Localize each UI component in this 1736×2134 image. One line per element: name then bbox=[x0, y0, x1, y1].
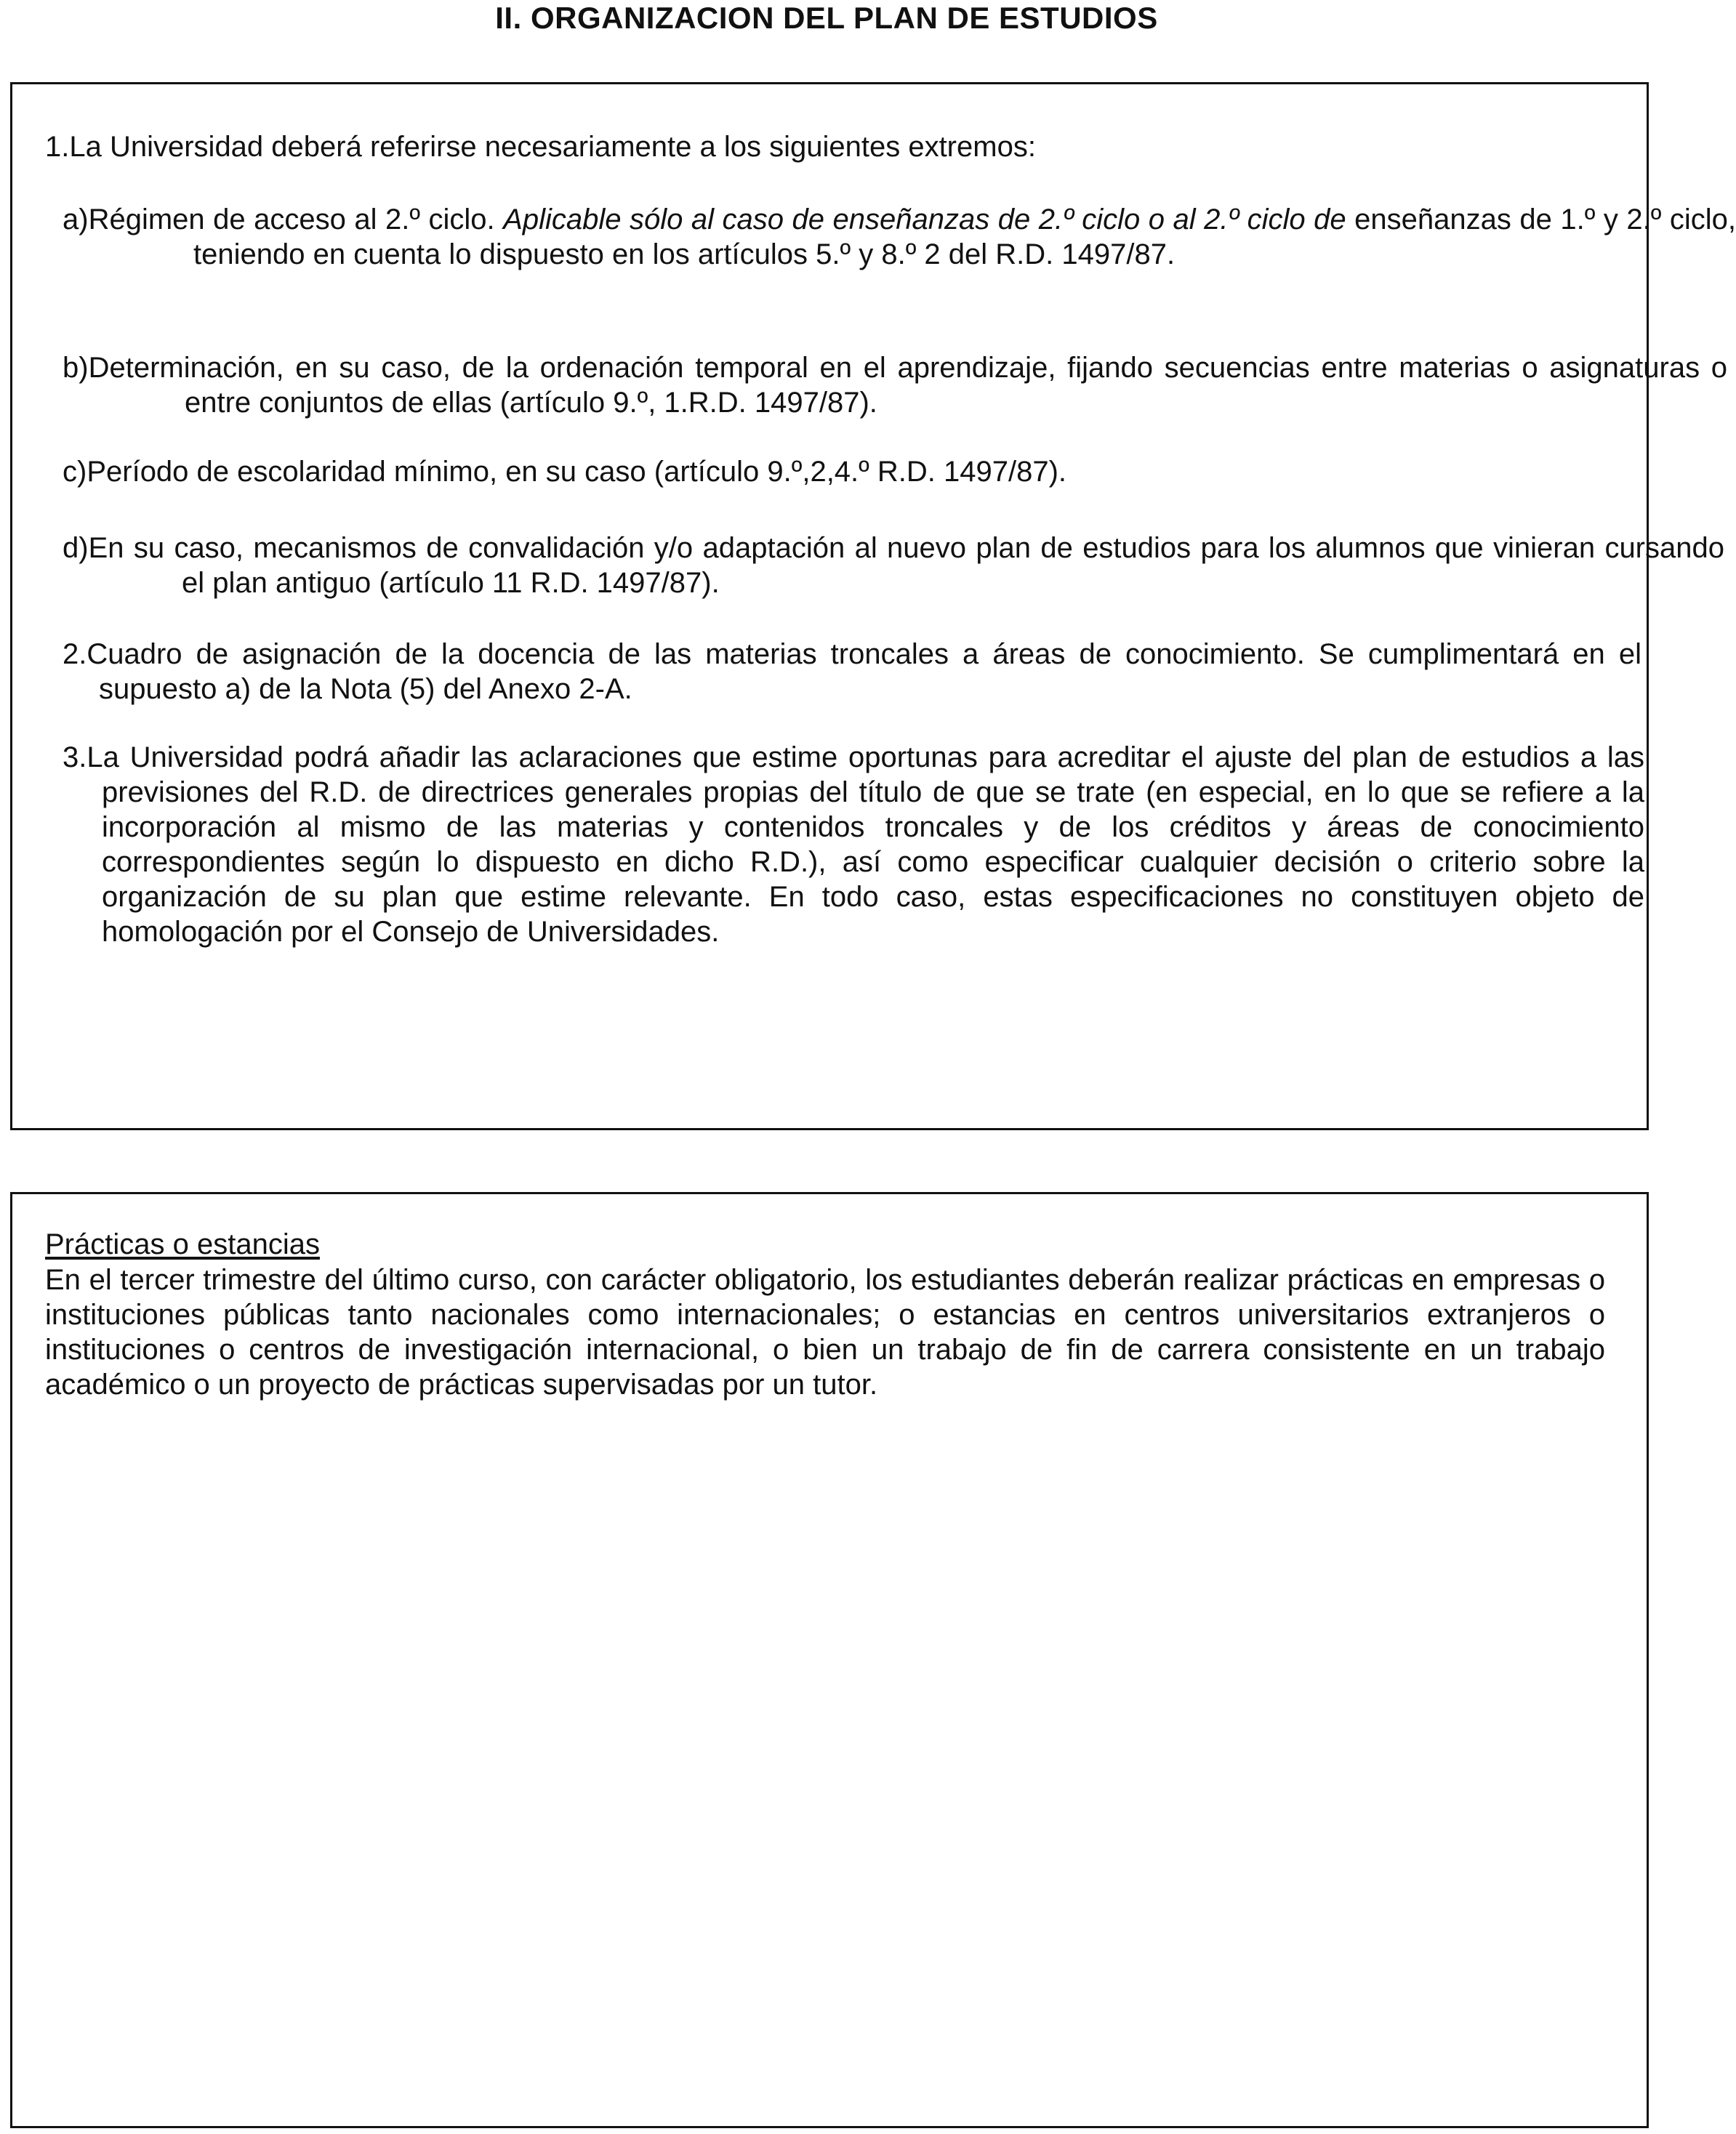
item-c bbox=[63, 454, 1605, 489]
intro-paragraph: 1.La Universidad deberá referirse necesariamente a los siguientes extremos: bbox=[45, 131, 1036, 163]
item-d bbox=[63, 531, 1724, 600]
item-a-rest-text: enseñanzas de 1.º y 2.º ciclo, teniendo en cuenta lo dispuesto en los artículos 5.º y 8.º 2 del R.D. 1497/87. bbox=[193, 204, 1736, 270]
practicas-heading: Prácticas o estancias bbox=[45, 1228, 320, 1260]
item-b bbox=[63, 350, 1727, 420]
point-2-paragraph: 2.Cuadro de asignación de la docencia de las materias troncales a áreas de conocimiento. Se cumplimentará en el supuesto a) de la Nota (5) del Anexo 2-A. bbox=[63, 638, 1641, 705]
item-c-text: Período de escolaridad mínimo, en su caso (artículo 9.º,2,4.º R.D. 1497/87). bbox=[87, 456, 1067, 488]
item-c-label: c) bbox=[63, 456, 87, 488]
item-b-label: b) bbox=[63, 352, 89, 384]
practicas-body: En el tercer trimestre del último curso, con carácter obligatorio, los estudiantes deberán realizar prácticas en empresas o instituciones públicas tanto nacionales como internacionales; o estancias en centros universitarios extranjeros o instituciones o centros de investigación internacional, o bien un trabajo de fin de carrera consistente en un trabajo académico o un proyecto de prácticas supervisadas por un tutor. bbox=[45, 1264, 1605, 1401]
page-title: II. ORGANIZACION DEL PLAN DE ESTUDIOS bbox=[495, 1, 1158, 35]
item-a-label: a) bbox=[63, 204, 89, 235]
item-a bbox=[63, 202, 1736, 272]
item-a-italic-text: Aplicable sólo al caso de enseñanzas de 2.º ciclo o al 2.º ciclo de bbox=[503, 204, 1346, 235]
point-3-paragraph: 3.La Universidad podrá añadir las aclaraciones que estime oportunas para acreditar el ajuste del plan de estudios a las previsiones del R.D. de directrices generales propias del título de que se trate (en especial, en lo que se refiere a la incorporación al mismo de las materias y contenidos troncales y de los créditos y áreas de conocimiento correspondientes según lo dispuesto en dicho R.D.), así como especificar cualquier decisión o criterio sobre la organización de su plan que estime relevante. En todo caso, estas especificaciones no constituyen objeto de homologación por el Consejo de Universidades. bbox=[63, 741, 1644, 948]
item-d-label: d) bbox=[63, 532, 89, 564]
item-b-text: Determinación, en su caso, de la ordenación temporal en el aprendizaje, fijando secuencias entre materias o asignaturas o entre conjuntos de ellas (artículo 9.º, 1.R.D. 1497/87). bbox=[88, 352, 1727, 419]
item-a-text: Régimen de acceso al 2.º ciclo. bbox=[88, 204, 504, 235]
item-d-text: En su caso, mecanismos de convalidación y/o adaptación al nuevo plan de estudios para los alumnos que vinieran cursando el plan antiguo (artículo 11 R.D. 1497/87). bbox=[88, 532, 1724, 599]
